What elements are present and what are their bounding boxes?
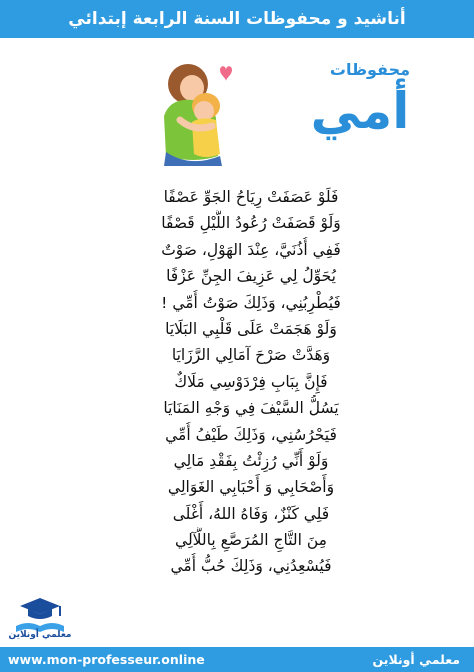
poem-line: فَلَوْ عَصَفَتْ رِيَاحُ الجَوِّ عَصْفًا — [163, 188, 339, 206]
header-title: أناشيد و محفوظات السنة الرابعة إبتدائي — [68, 9, 406, 29]
poem-line: وَأَصْحَابِي وَ أَحْبَابِي الغَوَالِي — [167, 478, 335, 497]
poem-title: أمي — [310, 82, 410, 140]
footer-url[interactable]: www.mon-professeur.online — [8, 652, 205, 667]
poem-line: فَفِي أُذُنَيَّ، عِنْدَ الهَوْلِ، صَوْتٌ — [161, 240, 341, 259]
poem-line: مِنَ التَّاجِ المُرَصَّعِ بِاللَّآلِي — [175, 531, 327, 550]
poem-line: فَيُطْرِبُنِي، وَذَلِكَ صَوْتُ أُمِّي ! — [161, 293, 341, 312]
poem-body — [140, 184, 362, 580]
footer-bar — [0, 647, 474, 672]
footer-brand: معلمي أونلاين — [372, 652, 460, 667]
poem-line: فَإِنَّ بِبَابِ فِرْدَوْسِي مَلَاكٌ — [174, 372, 328, 391]
mother-hugging-child-icon — [150, 56, 242, 168]
category-label: محفوظات — [329, 60, 410, 79]
header-banner — [0, 0, 474, 38]
poem-line: فَلِي كَنْزٌ، وَفَاهُ اللهُ، أَغْلَى — [172, 504, 330, 523]
logo-text: معلمي أونلاين — [8, 630, 72, 640]
poem-line: يَسُلُّ السَّيْفَ فِي وَجْهِ المَنَايَا — [163, 399, 339, 418]
poem-line: وَلَوْ قَصَفَتْ رُعُودُ اللَّيْلِ قَصْفًا — [161, 214, 341, 233]
poem-line: وَلَوْ هَجَمَتْ عَلَى قَلْبِي البَلَايَا — [165, 319, 337, 338]
poem-line: وَلَوْ أَنِّي رُزِئْتُ بِفَقْدِ مَالِي — [173, 451, 329, 470]
poem-line: وَهَدَّتْ صَرْحَ آمَالِي الرَّزَايَا — [171, 346, 331, 365]
poem-line: فَيَحْرُسُنِي، وَذَلِكَ طَيْفُ أُمِّي — [165, 425, 337, 444]
poem-line: فَيُسْعِدُنِي، وَذَلِكَ حُبُّ أُمِّي — [170, 557, 332, 576]
poem-line: يُحَوِّلُ لِي عَزِيفَ الجِنِّ عَزْفًا — [166, 267, 336, 286]
